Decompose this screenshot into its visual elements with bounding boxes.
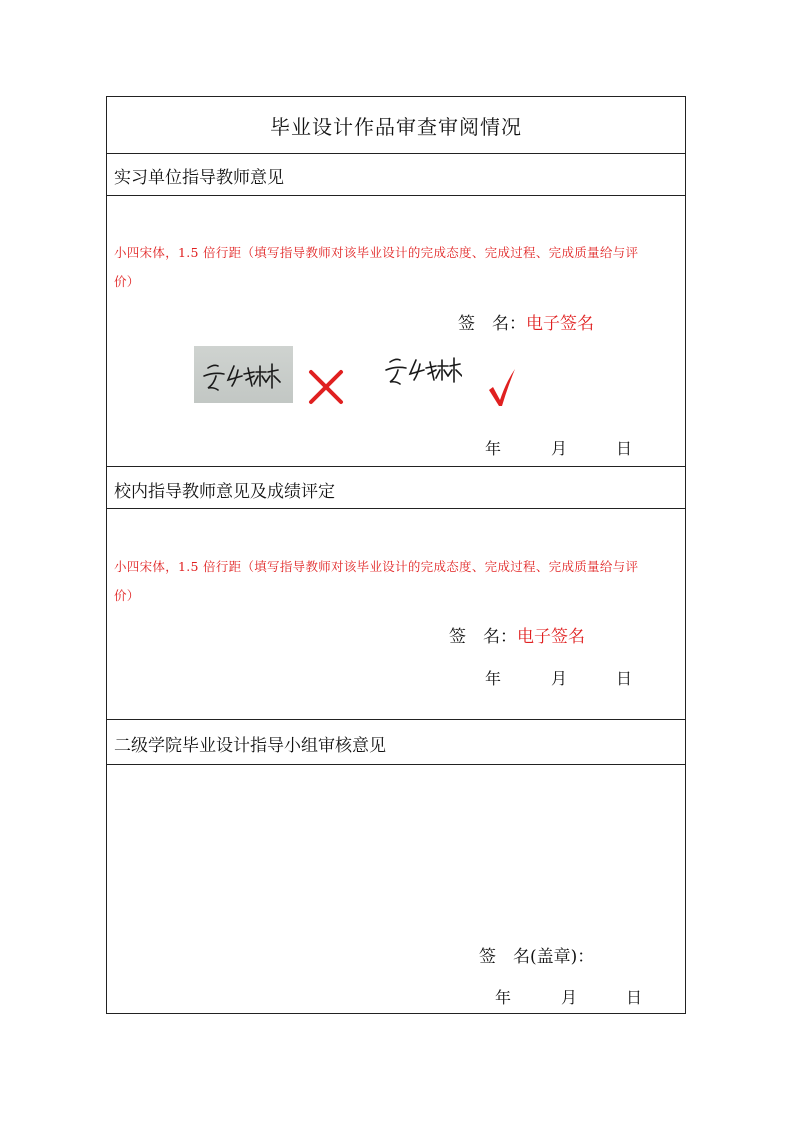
date-day: 日 [616,439,633,458]
divider [106,764,686,765]
divider [106,195,686,196]
signature-photo-example [194,346,293,403]
format-note-line: 小四宋体，1.5 倍行距（填写指导教师对该毕业设计的完成态度、完成过程、完成质量给与评 [114,245,639,260]
date-line [0,985,793,1007]
check-icon [486,366,518,408]
page-title: 毕业设计作品审查审阅情况 [270,114,522,139]
date-month: 月 [561,988,578,1007]
date-day: 日 [616,669,633,688]
signature-value: 电子签名 [517,627,585,647]
signature-field [479,942,594,967]
signature-value: 电子签名 [526,314,594,334]
date-month: 月 [551,439,568,458]
format-note-line: 价） [114,588,140,603]
divider [106,719,686,720]
format-note [114,552,680,610]
signature-label: 签 名： [449,627,517,647]
divider [106,508,686,509]
date-year: 年 [495,988,512,1007]
section-heading-college-group: 二级学院毕业设计指导小组审核意见 [114,736,386,756]
format-note-line: 小四宋体，1.5 倍行距（填写指导教师对该毕业设计的完成态度、完成过程、完成质量给与评 [114,559,639,574]
signature-label: 签 名(盖章)： [479,947,595,967]
date-day: 日 [626,988,643,1007]
section-heading-internship-teacher: 实习单位指导教师意见 [114,168,284,188]
handwritten-signature-icon [194,346,293,403]
date-line [0,436,793,458]
handwritten-signature-icon [382,352,462,392]
signature-field [449,622,585,647]
date-year: 年 [485,439,502,458]
date-month: 月 [551,669,568,688]
format-note [114,238,680,296]
divider [106,466,686,467]
date-line [0,666,793,688]
section-heading-campus-teacher: 校内指导教师意见及成绩评定 [114,482,335,502]
signature-field [458,309,594,334]
cross-icon [308,369,344,405]
format-note-line: 价） [114,274,140,289]
signature-label: 签 名： [458,314,526,334]
date-year: 年 [485,669,502,688]
signature-transparent-example [382,352,462,392]
